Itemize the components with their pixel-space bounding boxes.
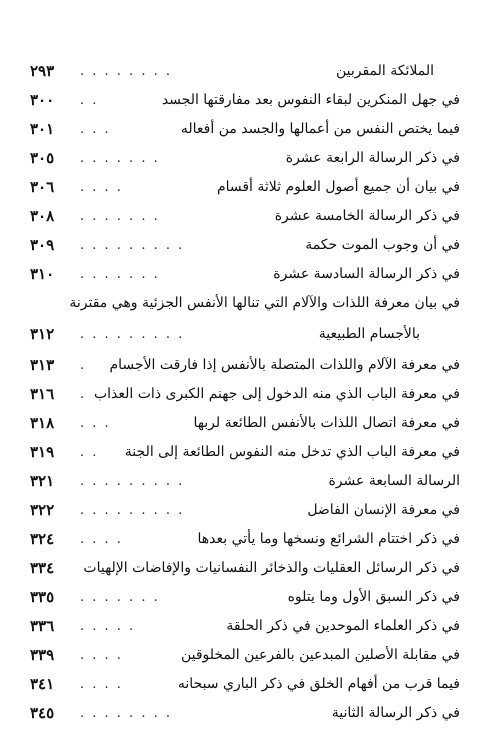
dot-leaders: . . . . <box>80 677 123 692</box>
page-number: ٣٣٦ <box>30 617 55 635</box>
dot-leaders: . <box>80 387 87 402</box>
page-number: ٣٤٥ <box>30 704 55 722</box>
dot-leaders: . . . . . . . . <box>80 706 172 721</box>
toc-entry <box>30 260 460 289</box>
page-number: ٣٢٤ <box>30 530 55 548</box>
toc-entry <box>30 641 460 670</box>
toc-entry <box>30 57 460 86</box>
toc-entry <box>30 699 460 728</box>
entry-title: في ذكر الرسالة السادسة عشرة <box>273 266 460 282</box>
entry-title: فيما قرب من أفهام الخلق في ذكر الباري سبحانه <box>177 676 460 692</box>
toc-entry <box>30 554 460 583</box>
toc-entry <box>30 496 460 525</box>
entry-title: في معرفة الباب الذي تدخل منه النفوس الطائعة إلى الجنة <box>124 444 460 460</box>
page-number: ٣١٦ <box>30 385 55 403</box>
dot-leaders: . . . . . . . . . <box>80 327 185 342</box>
dot-leaders: . . . . . . . . . <box>80 474 185 489</box>
dot-leaders: . . . . . . . . <box>80 64 172 79</box>
page-number: ٣٠٦ <box>30 178 55 196</box>
toc-entry <box>30 380 460 409</box>
page-number: ٣٠٥ <box>30 149 55 167</box>
entry-title: في بيان معرفة اللذات والآلام التي تنالها الأنفس الجزئية وهي مقترنة <box>69 295 460 311</box>
toc-entry <box>30 202 460 231</box>
page-number: ٣٣٥ <box>30 588 55 606</box>
page-number: ٣١٢ <box>30 325 55 343</box>
toc-entry <box>30 525 460 554</box>
entry-title: في جهل المنكرين لبقاء النفوس بعد مفارقتها الجسد <box>161 92 460 108</box>
dot-leaders: . . . . . <box>80 619 136 634</box>
dot-leaders: . . . . . . . <box>80 151 160 166</box>
dot-leaders: . . . . . . . <box>80 209 160 224</box>
entry-title: في بيان أن جميع أصول العلوم ثلاثة أقسام <box>216 179 460 195</box>
toc-entry <box>30 86 460 115</box>
entry-title: في ذكر السبق الأول وما يتلوه <box>287 589 460 605</box>
entry-title-continuation: بالأجسام الطبيعية <box>318 326 420 342</box>
dot-leaders: . . . . . . . . . <box>80 503 185 518</box>
dot-leaders: . . . . <box>80 180 123 195</box>
toc-entry <box>30 144 460 173</box>
page-number: ٢٩٣ <box>30 62 55 80</box>
toc-entry <box>30 351 460 380</box>
entry-title: في معرفة الآلام واللذات المتصلة بالأنفس إذا فارقت الأجسام <box>109 357 460 373</box>
entry-title: في ذكر الرسائل العقليات والذخائر النفسانيات والإفاضات الإلهيات <box>83 560 460 576</box>
entry-title: في ذكر الرسالة الخامسة عشرة <box>274 208 460 224</box>
dot-leaders: . . . . <box>80 532 123 547</box>
toc-entry <box>30 409 460 438</box>
dot-leaders: . . . . . . . <box>80 590 160 605</box>
dot-leaders: . . <box>80 93 99 108</box>
toc-entry <box>30 231 460 260</box>
dot-leaders: . . . . <box>80 648 123 663</box>
page-number: ٣٢٢ <box>30 501 55 519</box>
entry-title: في ذكر العلماء الموحدين في ذكر الحلقة <box>226 618 460 634</box>
table-of-contents <box>30 57 460 728</box>
entry-title: في ذكر اختتام الشرائع ونسخها وما يأتي بعدها <box>197 531 460 547</box>
page-number: ٣١٩ <box>30 443 55 461</box>
toc-entry <box>30 115 460 144</box>
entry-title: فيما يختص النفس من أعمالها والجسد من أفعاله <box>180 121 460 137</box>
dot-leaders: . . . <box>80 416 111 431</box>
page-number: ٣٢١ <box>30 472 55 490</box>
dot-leaders: . . . . . . . . . <box>80 238 185 253</box>
dot-leaders: . . . . . . . <box>80 267 160 282</box>
toc-entry <box>30 670 460 699</box>
entry-title: في ذكر الرسالة الرابعة عشرة <box>285 150 460 166</box>
entry-title: في مقابلة الأصلين المبدعين بالفرعين المخلوقين <box>180 647 460 663</box>
toc-entry <box>30 289 460 351</box>
entry-title: الرسالة السابعة عشرة <box>328 473 460 489</box>
page-number: ٣٣٤ <box>30 559 55 577</box>
entry-title: في معرفة الإنسان الفاضل <box>307 502 460 518</box>
entry-title: في معرفة الباب الذي منه الدخول إلى جهنم الكبرى ذات العذاب <box>93 386 460 402</box>
dot-leaders: . . . <box>80 122 111 137</box>
toc-entry <box>30 583 460 612</box>
page-number: ٣٠٠ <box>30 91 55 109</box>
page-number: ٣٠١ <box>30 120 55 138</box>
toc-entry <box>30 438 460 467</box>
page-number: ٣١٨ <box>30 414 55 432</box>
dot-leaders: . . <box>80 445 99 460</box>
page-number: ٣٠٨ <box>30 207 55 225</box>
page-number: ٣١٠ <box>30 265 55 283</box>
page-number: ٣٠٩ <box>30 236 55 254</box>
entry-title: في أن وجوب الموت حكمة <box>305 237 460 253</box>
entry-title: في معرفة اتصال اللذات بالأنفس الطائعة لربها <box>193 415 460 431</box>
toc-entry <box>30 467 460 496</box>
toc-entry <box>30 173 460 202</box>
page-number: ٣١٣ <box>30 356 55 374</box>
entry-title: في ذكر الرسالة الثانية <box>331 705 460 721</box>
dot-leaders: . <box>80 358 87 373</box>
page-number: ٣٤١ <box>30 675 55 693</box>
entry-title: الملائكة المقربين <box>335 63 434 79</box>
page-number: ٣٣٩ <box>30 646 55 664</box>
toc-entry <box>30 612 460 641</box>
